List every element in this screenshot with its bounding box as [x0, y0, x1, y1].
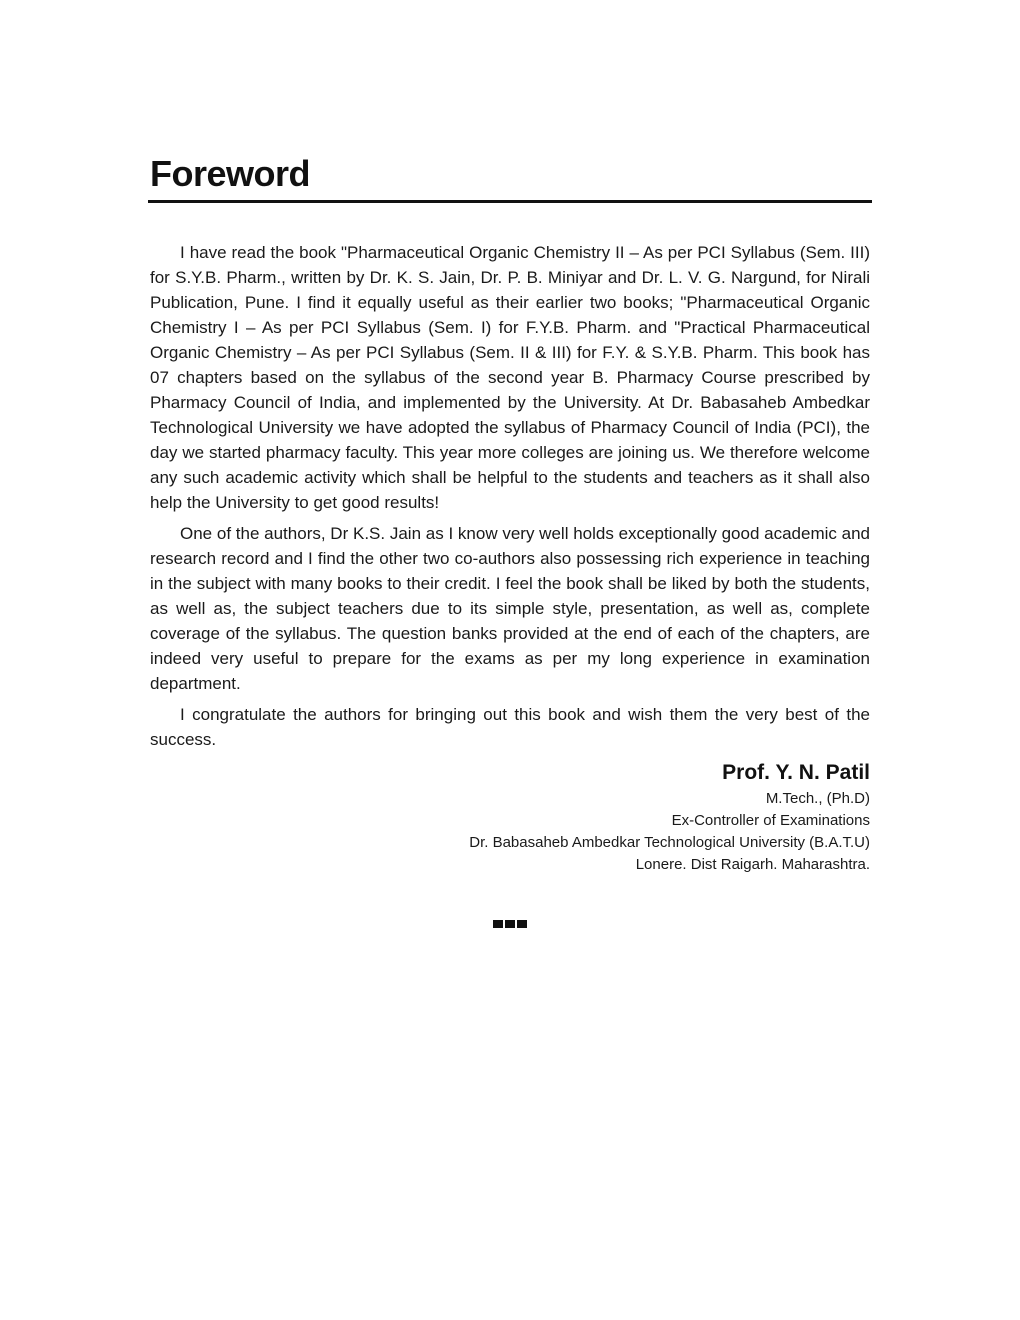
signatory-name: Prof. Y. N. Patil: [722, 761, 870, 784]
signatory-qualification: M.Tech., (Ph.D): [765, 790, 870, 807]
end-square-icon: [517, 920, 527, 928]
paragraph-2: One of the authors, Dr K.S. Jain as I know very well holds exceptionally good academic and research record and I find the other two co-authors also possessing rich experience in teaching in the subject with many books to their credit. I feel the book shall be liked by both the students, as well as, the subject teachers due to its simple style, presentation, as well as, complete coverage of the syllabus. The question banks provided at the end of each of the chapters, are indeed very useful to prepare for the exams as per my long experience in examination department.: [150, 524, 870, 693]
paragraph-1: I have read the book "Pharmaceutical Organic Chemistry II – As per PCI Syllabus (Sem. III) for S.Y.B. Pharm., written by Dr. K. S. Jain, Dr. P. B. Miniyar and Dr. L. V. G. Nargund, for Nirali Publication, Pune. I find it equally useful as their earlier two books; "Pharmaceutical Organic Chemistry I – As per PCI Syllabus (Sem. I) for F.Y.B. Pharm. and "Practical Pharmaceutical Organic Chemistry – As per PCI Syllabus (Sem. II & III) for F.Y. & S.Y.B. Pharm. This book has 07 chapters based on the syllabus of the second year B. Pharmacy Course prescribed by Pharmacy Council of India, and implemented by the University. At Dr. Babasaheb Ambedkar Technological University we have adopted the syllabus of Pharmacy Council of India (PCI), the day we started pharmacy faculty. This year more colleges are joining us. We therefore welcome any such academic activity which shall be helpful to the students and teachers as it shall also help the University to get good results!: [150, 243, 870, 512]
signatory-designation: Ex-Controller of Examinations: [671, 812, 870, 829]
title-underline: [148, 200, 872, 203]
paragraph-3: I congratulate the authors for bringing out this book and wish them the very best of the success.: [150, 705, 870, 749]
signatory-institution: Dr. Babasaheb Ambedkar Technological University (B.A.T.U): [469, 834, 870, 851]
foreword-body: [148, 240, 872, 752]
end-of-section-marker: [148, 914, 872, 932]
end-square-icon: [493, 920, 503, 928]
page-title: Foreword: [150, 153, 311, 194]
end-square-icon: [505, 920, 515, 928]
document-page: [148, 152, 872, 932]
signature-block: [148, 758, 872, 876]
signatory-location: Lonere. Dist Raigarh. Maharashtra.: [635, 856, 870, 873]
